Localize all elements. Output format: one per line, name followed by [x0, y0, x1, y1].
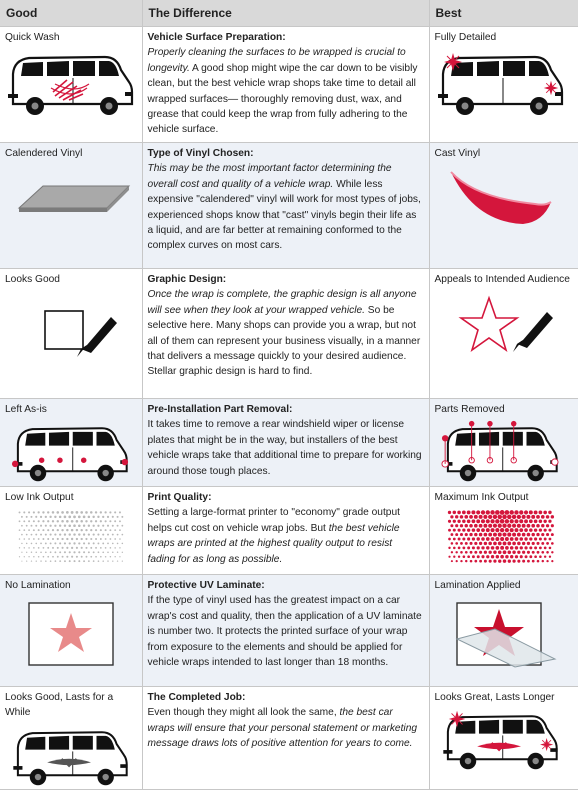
- square-pen-icon: [5, 297, 135, 367]
- table-row: [0, 143, 578, 269]
- row-description: [148, 163, 421, 251]
- description-text: It takes time to remove a rear windshield wiper or license plates that might be in the way, but installers of the best vehicle wraps take that additional time to prepare for working around those tough places.: [147, 419, 422, 477]
- row-description: [148, 419, 422, 476]
- row-description: [148, 289, 421, 377]
- star-laminated-icon: [435, 596, 565, 672]
- header-good: Good: [0, 0, 142, 27]
- table-row: [0, 687, 578, 790]
- description-text: So be selective here. Many shops can provide you a wrap, but not all of them can represent your business visually, in a manner that delivers a message quickly to your desired audience. Stellar graphic design is hard to find.: [147, 304, 421, 378]
- flat-vinyl-sheet-icon: [5, 164, 135, 234]
- table-row: [0, 269, 578, 399]
- best-label: Lamination Applied: [434, 580, 521, 591]
- van-parts-removed-icon: [435, 420, 565, 484]
- van-decal-sparkle-icon: [435, 708, 565, 772]
- good-label: Looks Good: [5, 274, 60, 285]
- best-label: Appeals to Intended Audience: [434, 274, 570, 285]
- row-title: Graphic Design:: [147, 274, 227, 285]
- table-header-row: [0, 0, 578, 27]
- good-label: Quick Wash: [5, 32, 60, 43]
- description-text: If the type of vinyl used has the greatest impact on a car wrap's cost and quality, then the application of a UV laminate is number two. It protects the printed surface of your wrap from exposure to the elements and should be applied for vehicle wraps intended to last longer than 18 months.: [147, 595, 422, 669]
- row-title: Print Quality:: [147, 492, 212, 503]
- van-scribbled-icon: [5, 48, 135, 118]
- description-text: Once the wrap is complete, the graphic design is all anyone will see when they look at your wrapped vehicle.: [147, 289, 417, 316]
- description-text: Even though they might all look the same,: [147, 707, 340, 719]
- row-description: [148, 507, 400, 564]
- description-text: Properly cleaning the surfaces to be wrapped is crucial to longevity.: [147, 47, 406, 74]
- row-title: Vehicle Surface Preparation:: [147, 32, 286, 43]
- description-text: the best vehicle wraps are printed at the highest quality output to resist fading for as long as possible.: [147, 522, 400, 565]
- best-label: Fully Detailed: [434, 32, 497, 43]
- sparse-dots-icon: [5, 508, 135, 570]
- best-label: Maximum Ink Output: [434, 492, 529, 503]
- row-description: [148, 707, 418, 749]
- curved-vinyl-icon: [435, 164, 565, 234]
- description-text: While less expensive "calendered" vinyl will work for most types of jobs, experienced shops know that "cast" vinyls begin their life as a liquid, and are far better at remaining conformed to the complex curves on most cars.: [147, 178, 421, 252]
- description-text: This may be the most important factor determining the overall cost and quality of a vehicle wrap.: [147, 163, 392, 190]
- good-label: Low Ink Output: [5, 492, 74, 503]
- row-title: Type of Vinyl Chosen:: [147, 148, 254, 159]
- good-label: No Lamination: [5, 580, 71, 591]
- description-text: Setting a large-format printer to "economy" grade output helps cut cost on vehicle wrap jobs. But: [147, 507, 400, 534]
- best-label: Cast Vinyl: [434, 148, 481, 159]
- description-text: the best car wraps will ensure that your personal statement or marketing message draws lots of positive attention for years to come.: [147, 707, 418, 750]
- row-description: [148, 595, 422, 668]
- best-label: Parts Removed: [434, 404, 505, 415]
- row-title: Pre-Installation Part Removal:: [147, 404, 293, 415]
- van-parts-icon: [5, 420, 135, 484]
- van-decal-icon: [5, 724, 135, 788]
- table-row: [0, 487, 578, 575]
- good-label: Left As-is: [5, 404, 47, 415]
- table-row: [0, 575, 578, 687]
- row-description: [148, 47, 418, 135]
- description-text: A good shop might wipe the car down to be visibly clean, but the best vehicle wrap shops take time to detail all wrapped surfaces— thoroughly removing dust, wax, and grease that could keep the wrap from fully adhering to the vehicle surface.: [147, 62, 418, 136]
- good-label: Calendered Vinyl: [5, 148, 83, 159]
- header-difference: The Difference: [142, 0, 429, 27]
- table-row: [0, 399, 578, 487]
- van-sparkle-icon: [435, 48, 565, 118]
- star-pen-icon: [435, 290, 565, 360]
- star-unlaminated-icon: [5, 596, 135, 672]
- table-row: [0, 27, 578, 143]
- row-title: Protective UV Laminate:: [147, 580, 265, 591]
- header-best: Best: [429, 0, 578, 27]
- row-title: The Completed Job:: [147, 692, 246, 703]
- best-label: Looks Great, Lasts Longer: [434, 692, 555, 703]
- good-label: Looks Good, Lasts for a While: [5, 692, 114, 719]
- dense-dots-icon: [435, 508, 565, 570]
